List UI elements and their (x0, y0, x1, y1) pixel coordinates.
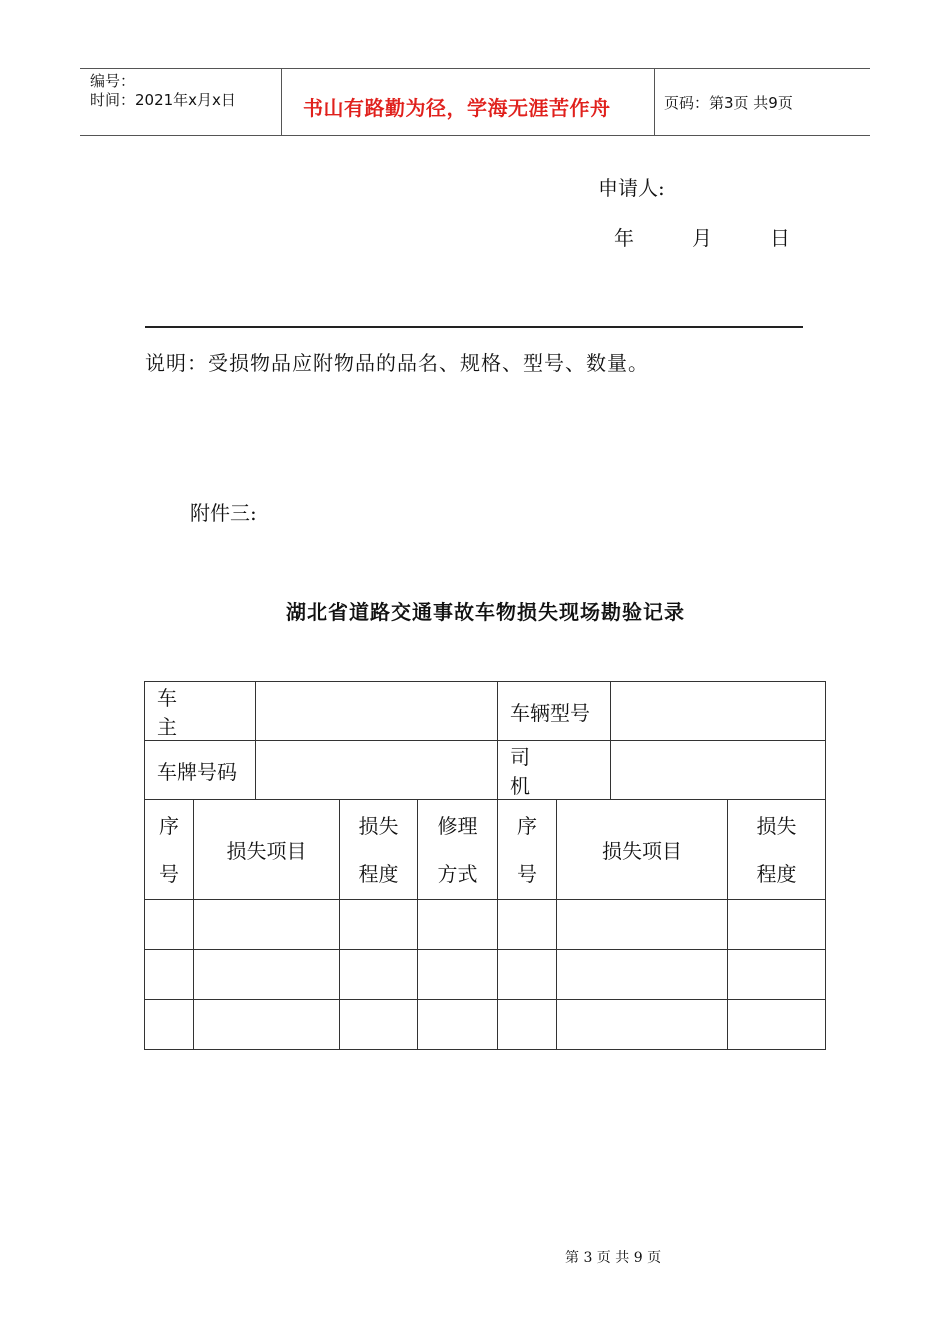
plate-value-cell[interactable] (256, 741, 498, 800)
col-seq-header (145, 800, 194, 900)
header-divider-left (281, 68, 282, 136)
page-info: 页码：第3页 共9页 (664, 94, 793, 112)
cell[interactable] (557, 1000, 728, 1050)
cell[interactable] (340, 1000, 418, 1050)
cell[interactable] (498, 950, 557, 1000)
col-item-label: 损失项目 (226, 839, 307, 863)
attachment-label: 附件三: (190, 501, 257, 525)
plate-label-cell (145, 741, 256, 800)
table-header-row (145, 800, 826, 900)
cell[interactable] (145, 900, 194, 950)
col-item2-header (557, 800, 728, 900)
col-seq-bottom: 号 (159, 861, 179, 886)
driver-label-cell (498, 741, 631, 800)
serial-label: 编号： (90, 72, 136, 90)
separator-rule (145, 326, 803, 328)
cell[interactable] (728, 900, 826, 950)
cell[interactable] (145, 950, 194, 1000)
cell[interactable] (557, 900, 728, 950)
table-row (145, 1000, 826, 1050)
note-text: 说明：受损物品应附物品的品名、规格、型号、数量。 (145, 351, 649, 375)
cell[interactable] (194, 1000, 340, 1050)
owner-label-cell (145, 682, 256, 741)
model-label-cell (498, 682, 611, 741)
cell[interactable] (498, 900, 557, 950)
cell[interactable] (340, 900, 418, 950)
col-degree-header (340, 800, 418, 900)
cell[interactable] (498, 1000, 557, 1050)
cell[interactable] (728, 950, 826, 1000)
col-degree-bottom: 程度 (358, 861, 399, 886)
applicant-label: 申请人: (598, 176, 665, 200)
time-label: 时间：2021年x月x日 (90, 91, 236, 109)
document-title: 湖北省道路交通事故车物损失现场勘验记录 (286, 600, 685, 624)
col-seq2-header (498, 800, 557, 900)
motto: 书山有路勤为径，学海无涯苦作舟 (303, 96, 611, 120)
col-degree2-header (728, 800, 826, 900)
cell[interactable] (194, 950, 340, 1000)
cell[interactable] (340, 950, 418, 1000)
cell[interactable] (728, 1000, 826, 1050)
model-label: 车辆型号 (510, 700, 591, 725)
owner-value-cell[interactable] (256, 682, 498, 741)
header-top-rule (80, 68, 870, 69)
header-divider-right (654, 68, 655, 136)
table-row (145, 950, 826, 1000)
table-row (145, 900, 826, 950)
col-repair-header (418, 800, 498, 900)
driver-label: 司 机 (510, 745, 631, 798)
header-bottom-rule (80, 135, 870, 136)
col-item2-label: 损失项目 (602, 839, 683, 863)
cell[interactable] (145, 1000, 194, 1050)
driver-value-cell[interactable] (611, 741, 826, 800)
cell[interactable] (557, 950, 728, 1000)
col-degree2-top: 损失 (756, 813, 797, 838)
table-row (145, 682, 826, 741)
col-seq2-bottom: 号 (517, 861, 538, 886)
cell[interactable] (418, 1000, 498, 1050)
col-seq-top: 序 (159, 813, 179, 838)
footer-page-number: 第 3 页 共 9 页 (565, 1250, 662, 1266)
cell[interactable] (194, 900, 340, 950)
owner-label: 车 主 (157, 686, 253, 739)
model-value-cell[interactable] (611, 682, 826, 741)
col-degree-top: 损失 (358, 813, 399, 838)
plate-label: 车牌号码 (157, 759, 237, 784)
date-month: 月 (692, 226, 712, 250)
date-year: 年 (614, 226, 634, 250)
date-day: 日 (770, 226, 790, 250)
col-repair-top: 修理 (437, 813, 478, 838)
inspection-record-table (144, 681, 826, 1050)
col-repair-bottom: 方式 (437, 861, 478, 886)
col-seq2-top: 序 (517, 813, 538, 838)
table-row (145, 741, 826, 800)
col-item-header (194, 800, 340, 900)
col-degree2-bottom: 程度 (756, 861, 797, 886)
cell[interactable] (418, 900, 498, 950)
cell[interactable] (418, 950, 498, 1000)
